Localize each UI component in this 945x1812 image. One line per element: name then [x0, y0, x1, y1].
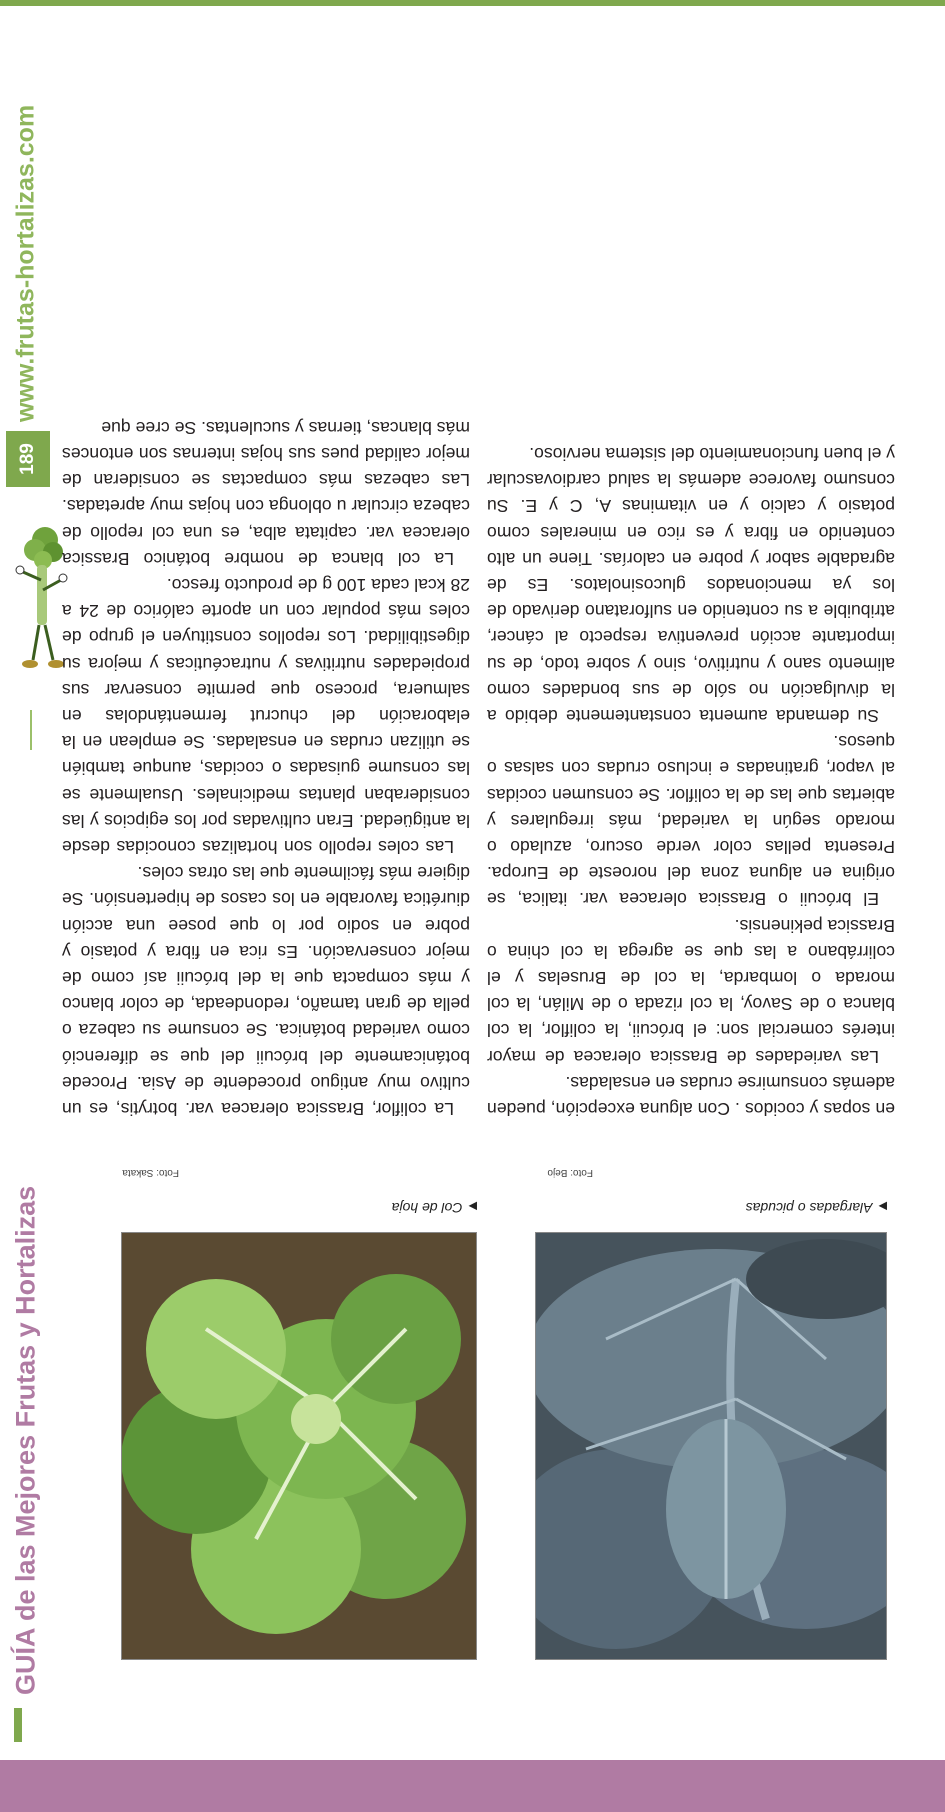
sidebar-green-tick	[14, 1708, 22, 1742]
body-column-right	[62, 415, 470, 1122]
sidebar-rule	[30, 710, 32, 750]
paragraph: en sopas y cocidos . Con alguna excepción, pueden además consumirse crudas en ensaladas.	[487, 1072, 895, 1119]
guide-title: GUÍA de las Mejores Frutas y Hortalizas	[10, 1185, 41, 1695]
page-number-badge	[6, 431, 50, 487]
paragraph: El brócuii o Brassica oleracea var. italica, se origina en alguna zona del noroeste de Europa. Presenta pellas color verde oscuro, azulado o morado según la variedad, más irregulares y abiertas que las de la coliflor. Se consumen cocidas al vapor, gratinadas e incluso crudas con salsas o quesos.	[487, 732, 895, 910]
caption-right	[392, 1200, 477, 1216]
caption-arrow-icon: ▶	[468, 1200, 477, 1212]
photo-leaf-cabbage	[121, 1232, 477, 1660]
photo-pointed-cabbage	[535, 1232, 887, 1660]
paragraph: Su demanda aumenta constantemente debido a la divulgación no sólo de sus bondades como alimento sano y nutritivo, sino y sobre todo, de su importante acción preventiva respecto al cáncer, atribuible a su contenido en sulforatano derivado de los ya mencionados glucosinolatos. Es de agradable sabor y pobre en calorías. Tiene un alto contenido en fibra y es rico en minerales como potasio y calcio y en vitaminas A, C y E. Su consumo favorece además la salud cardiovascular y el buen funcionamiento del sistema nervioso.	[487, 443, 895, 726]
website-vertical	[6, 40, 46, 422]
photo-credit-left: Foto: Bejo	[547, 1167, 593, 1178]
guide-title-vertical	[4, 1175, 48, 1695]
bottom-green-band	[0, 0, 945, 6]
caption-arrow-icon: ▶	[878, 1200, 887, 1212]
caption-left	[746, 1200, 887, 1216]
photo-credit-right: Foto: Sakata	[122, 1167, 179, 1178]
paragraph: Las variedades de Brassica oleracea de mayor interés comercial son: el brócuii, la coliflor, la col blanca o de Savoy, la col rizada o de Milán, la col morada o lombarda, la col de Bruselas y el colirrábano a las que se agrega la col china o Brassica pekinensis.	[487, 915, 895, 1067]
paragraph: La col blanca de nombre botánico Brassica oleracea var. capitata alba, es una col repollo de cabeza circular u oblonga con hojas muy apretadas. Las cabezas más compactas se consideran de mejor calidad pues sus hojas internas son entonces más blancas, tiernas y suculentas. Se cree que	[62, 417, 470, 569]
page-number: 189	[17, 443, 38, 475]
caption-left-text: Alargadas o picudas	[745, 1200, 873, 1216]
caption-right-text: Col de hoja	[391, 1200, 463, 1216]
paragraph: Las coles repollo son hortalizas conocidas desde la antigüedad. Eran cultivadas por los egipcios y las consideraban plantas medicinales. Usualmente se las consume guisadas o cocidas, aunque también se utilizan crudas en ensaladas. Se emplean en la elaboración del chucrut fermentándolas en salmuera, proceso que permite conservar sus propiedades nutritivas y nutracéuticas y mejora su digestibilidad. Los repollos constituyen el grupo de coles más popular con un aporte calórico de 24 a 28 kcal cada 100 g de producto fresco.	[62, 574, 470, 857]
paragraph: La coliflor, Brassica oleracea var. botrytis, es un cultivo muy antiguo procedente de Asia. Procede botánicamente del brócuii del que se diferenció como variedad botánica. Se consume su cabeza o pella de gran tamaño, redondeada, de color blanco y más compacta que la del brócuii así como de mejor conservación. Es rica en fibra y potasio y pobre en sodio por lo que posee una acción diurética favorable en los casos de hipertensión. Se digiere más fácilmente que las otras coles.	[62, 863, 470, 1119]
website-url[interactable]: www.frutas-hortalizas.com	[11, 104, 40, 422]
body-column-left	[487, 441, 895, 1122]
top-purple-band	[0, 1760, 945, 1812]
